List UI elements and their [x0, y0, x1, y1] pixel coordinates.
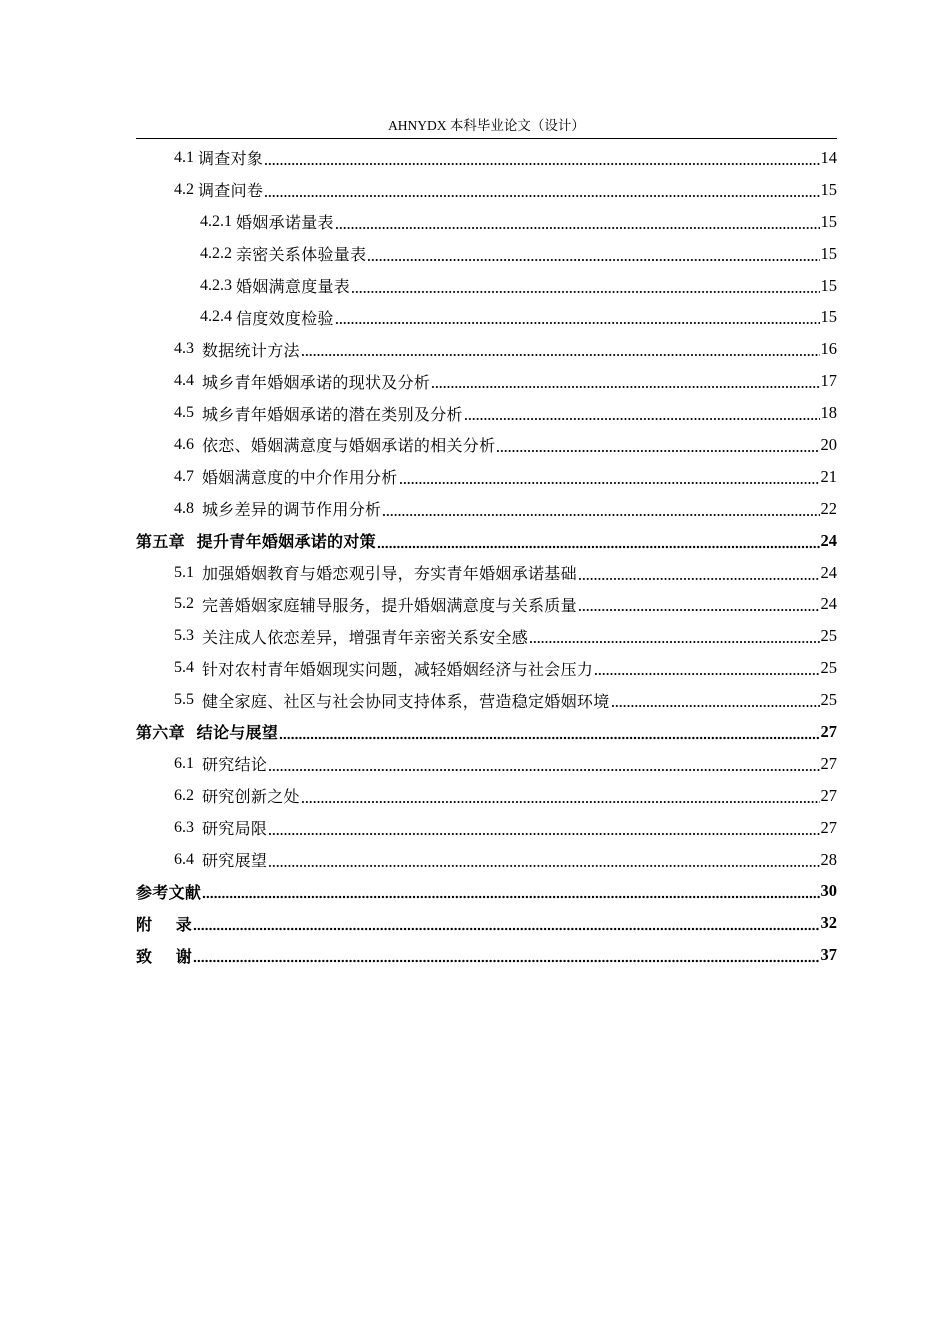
toc-entry-page-number: 25	[820, 626, 837, 646]
toc-entry-title: 参考文献	[136, 882, 202, 902]
toc-entry-title: 城乡青年婚姻承诺的潜在类别及分析	[202, 404, 463, 424]
toc-entry-title: 第五章 提升青年婚姻承诺的对策	[136, 532, 376, 552]
toc-entry-number: 6.4	[174, 850, 202, 868]
toc-entry-number: 5.2	[174, 595, 202, 613]
toc-entry-number: 6.3	[174, 818, 202, 836]
toc-section-entry[interactable]	[136, 652, 837, 684]
toc-entry-title: 研究结论	[202, 755, 268, 775]
toc-section-entry[interactable]	[136, 588, 837, 620]
toc-entry-page-number: 16	[820, 339, 837, 359]
toc-entry-number: 5.3	[174, 627, 202, 645]
toc-entry-title: 研究局限	[202, 819, 268, 839]
toc-entry-title: 调查对象	[198, 149, 264, 169]
toc-entry-title: 城乡差异的调节作用分析	[202, 500, 382, 520]
toc-section-entry[interactable]	[136, 333, 837, 365]
dot-leader	[367, 248, 819, 262]
toc-entry-page-number: 24	[820, 530, 837, 550]
header-rule	[136, 138, 837, 139]
dot-leader	[578, 566, 820, 580]
toc-entry-title: 婚姻满意度的中介作用分析	[202, 468, 398, 488]
dot-leader	[335, 311, 820, 325]
toc-entry-title: 加强婚姻教育与婚恋观引导，夯实青年婚姻承诺基础	[202, 564, 577, 584]
toc-entry-title: 关注成人依恋差异，增强青年亲密关系安全感	[202, 627, 529, 647]
dot-leader	[193, 917, 819, 931]
table-of-contents	[136, 142, 837, 971]
toc-entry-page-number: 28	[820, 849, 837, 869]
toc-entry-page-number: 22	[820, 498, 837, 518]
dot-leader	[496, 439, 819, 453]
page-header: AHNYDX 本科毕业论文（设计）	[388, 118, 585, 133]
toc-entry-page-number: 24	[820, 562, 837, 582]
toc-section-entry[interactable]	[136, 461, 837, 493]
dot-leader	[377, 535, 820, 549]
toc-chapter-entry[interactable]	[136, 875, 837, 907]
toc-section-entry[interactable]	[136, 844, 837, 876]
toc-chapter-entry[interactable]	[136, 907, 837, 939]
toc-entry-page-number: 18	[820, 403, 837, 423]
toc-entry-number: 5.1	[174, 563, 202, 581]
toc-entry-title: 针对农村青年婚姻现实问题，减轻婚姻经济与社会压力	[202, 659, 594, 679]
toc-entry-title: 亲密关系体验量表	[236, 245, 367, 265]
toc-entry-title: 附 录	[136, 914, 193, 934]
toc-entry-title: 依恋、婚姻满意度与婚姻承诺的相关分析	[202, 436, 496, 456]
toc-entry-page-number: 27	[820, 785, 837, 805]
toc-entry-title: 第六章 结论与展望	[136, 723, 279, 743]
dot-leader	[431, 375, 819, 389]
toc-chapter-entry[interactable]	[136, 525, 837, 557]
toc-entry-number: 4.2.2	[200, 244, 236, 262]
dot-leader	[301, 790, 820, 804]
toc-section-entry[interactable]	[136, 429, 837, 461]
toc-entry-number: 5.4	[174, 659, 202, 677]
dot-leader	[594, 662, 819, 676]
toc-section-entry[interactable]	[136, 684, 837, 716]
toc-entry-number: 4.7	[174, 467, 202, 485]
toc-entry-page-number: 27	[820, 753, 837, 773]
dot-leader	[264, 152, 819, 166]
toc-entry-title: 数据统计方法	[202, 340, 300, 360]
dot-leader	[399, 471, 820, 485]
toc-section-entry[interactable]	[136, 620, 837, 652]
toc-section-entry[interactable]	[136, 206, 837, 238]
toc-entry-number: 4.1	[174, 148, 198, 166]
dot-leader	[279, 726, 819, 740]
toc-section-entry[interactable]	[136, 174, 837, 206]
toc-entry-number: 4.2.3	[200, 276, 236, 294]
dot-leader	[464, 407, 820, 421]
toc-entry-page-number: 21	[820, 466, 837, 486]
toc-entry-title: 城乡青年婚姻承诺的现状及分析	[202, 372, 431, 392]
toc-entry-page-number: 27	[820, 721, 837, 741]
toc-chapter-entry[interactable]	[136, 939, 837, 971]
toc-section-entry[interactable]	[136, 238, 837, 270]
toc-entry-page-number: 15	[820, 179, 837, 199]
toc-entry-title: 信度效度检验	[236, 308, 334, 328]
toc-entry-page-number: 15	[820, 307, 837, 327]
toc-section-entry[interactable]	[136, 397, 837, 429]
dot-leader	[578, 598, 820, 612]
toc-section-entry[interactable]	[136, 812, 837, 844]
toc-entry-number: 4.3	[174, 340, 202, 358]
toc-entry-page-number: 27	[820, 817, 837, 837]
toc-entry-title: 调查问卷	[198, 181, 264, 201]
toc-entry-title: 研究展望	[202, 851, 268, 871]
toc-entry-page-number: 30	[820, 881, 837, 901]
toc-entry-title: 婚姻承诺量表	[236, 213, 334, 233]
toc-entry-page-number: 20	[820, 434, 837, 454]
toc-entry-number: 4.2	[174, 180, 198, 198]
toc-section-entry[interactable]	[136, 557, 837, 589]
toc-entry-number: 6.2	[174, 786, 202, 804]
toc-section-entry[interactable]	[136, 301, 837, 333]
toc-entry-number: 5.5	[174, 691, 202, 709]
dot-leader	[301, 343, 820, 357]
toc-entry-page-number: 25	[820, 658, 837, 678]
toc-chapter-entry[interactable]	[136, 716, 837, 748]
dot-leader	[268, 822, 819, 836]
dot-leader	[202, 885, 819, 899]
toc-entry-page-number: 14	[820, 147, 837, 167]
dot-leader	[351, 279, 819, 293]
toc-entry-page-number: 24	[820, 594, 837, 614]
toc-entry-number: 4.8	[174, 499, 202, 517]
toc-entry-title: 致 谢	[136, 946, 193, 966]
toc-entry-title: 研究创新之处	[202, 787, 300, 807]
dot-leader	[193, 949, 819, 963]
toc-entry-title: 完善婚姻家庭辅导服务，提升婚姻满意度与关系质量	[202, 595, 577, 615]
dot-leader	[611, 694, 820, 708]
toc-section-entry[interactable]	[136, 365, 837, 397]
toc-section-entry[interactable]	[136, 780, 837, 812]
toc-entry-page-number: 15	[820, 275, 837, 295]
toc-entry-number: 6.1	[174, 754, 202, 772]
dot-leader	[335, 216, 820, 230]
toc-entry-page-number: 17	[820, 371, 837, 391]
toc-entry-number: 4.2.1	[200, 212, 236, 230]
dot-leader	[529, 630, 819, 644]
toc-section-entry[interactable]	[136, 493, 837, 525]
toc-entry-title: 健全家庭、社区与社会协同支持体系，营造稳定婚姻环境	[202, 691, 610, 711]
toc-entry-page-number: 15	[820, 243, 837, 263]
dot-leader	[264, 184, 819, 198]
toc-entry-number: 4.5	[174, 404, 202, 422]
toc-entry-page-number: 37	[820, 945, 837, 965]
toc-entry-page-number: 15	[820, 211, 837, 231]
dot-leader	[268, 853, 819, 867]
toc-section-entry[interactable]	[136, 748, 837, 780]
toc-entry-number: 4.2.4	[200, 308, 236, 326]
toc-section-entry[interactable]	[136, 142, 837, 174]
toc-section-entry[interactable]	[136, 270, 837, 302]
toc-entry-page-number: 32	[820, 913, 837, 933]
dot-leader	[382, 503, 819, 517]
dot-leader	[268, 758, 819, 772]
toc-entry-page-number: 25	[820, 690, 837, 710]
toc-entry-number: 4.6	[174, 435, 202, 453]
toc-entry-title: 婚姻满意度量表	[236, 277, 351, 296]
toc-entry-number: 4.4	[174, 372, 202, 390]
